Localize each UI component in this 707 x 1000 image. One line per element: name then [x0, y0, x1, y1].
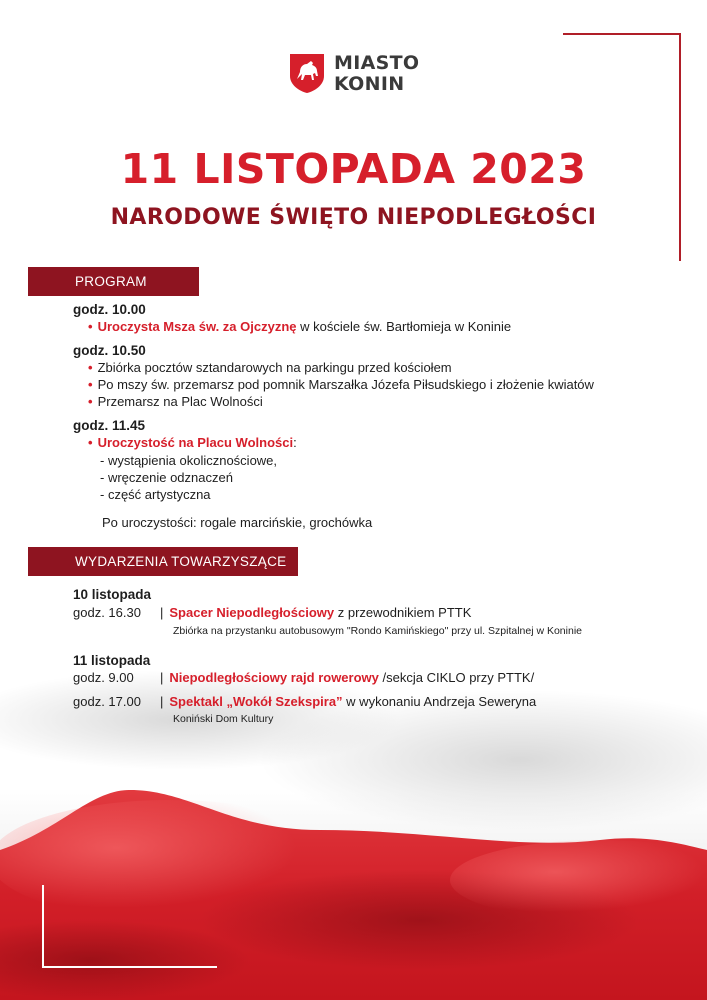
highlight-walk: Spacer Niepodległościowy [169, 605, 335, 620]
event-time: godz. 16.30 [73, 605, 141, 620]
program-item: • Przemarsz na Plac Wolności [88, 394, 263, 409]
event-time: godz. 17.00 [73, 694, 141, 709]
highlight-bike-rally: Niepodległościowy rajd rowerowy [169, 670, 379, 685]
events-heading: WYDARZENIA TOWARZYSZĄCE [28, 547, 298, 576]
logo-text-miasto: MIASTO [334, 52, 420, 74]
event-date: 10 listopada [73, 587, 152, 602]
program-item: • Uroczysta Msza św. za Ojczyznę w kościele św. Bartłomieja w Koninie [88, 319, 512, 334]
city-logo [288, 52, 428, 98]
program-subitem: - wystąpienia okolicznościowe, [100, 453, 278, 468]
page-subtitle: NARODOWE ŚWIĘTO NIEPODLEGŁOŚCI [110, 205, 597, 230]
event-time: godz. 9.00 [73, 670, 134, 685]
program-subitem: - wręczenie odznaczeń [100, 470, 233, 485]
logo-text-konin: KONIN [334, 73, 405, 95]
program-heading: PROGRAM [28, 267, 199, 296]
program-note: Po uroczystości: rogale marcińskie, grochówka [102, 515, 373, 530]
event-date: 11 listopada [73, 653, 151, 668]
program-item: • Po mszy św. przemarsz pod pomnik Marszałka Józefa Piłsudskiego i złożenie kwiatów [88, 377, 594, 392]
event-subnote: Koniński Dom Kultury [173, 713, 274, 725]
event-description: | Spacer Niepodległościowy z przewodnikiem PTTK [160, 605, 472, 620]
program-time-1050: godz. 10.50 [73, 343, 146, 358]
program-item: • Uroczystość na Placu Wolności: [88, 435, 297, 450]
event-description: | Niepodległościowy rajd rowerowy /sekcja CIKLO przy PTTK/ [160, 670, 535, 685]
highlight-mass: Uroczysta Msza św. za Ojczyznę [97, 319, 297, 334]
highlight-ceremony: Uroczystość na Placu Wolności [97, 435, 294, 450]
program-subitem: - część artystyczna [100, 487, 211, 502]
horse-shield-icon [288, 52, 326, 94]
program-time-1145: godz. 11.45 [73, 418, 146, 433]
program-time-1000: godz. 10.00 [73, 302, 146, 317]
event-subnote: Zbiórka na przystanku autobusowym "Rondo Kamińskiego" przy ul. Szpitalnej w Koninie [173, 625, 582, 637]
event-description: | Spektakl „Wokół Szekspira” w wykonaniu Andrzeja Seweryna [160, 694, 537, 709]
program-item: • Zbiórka pocztów sztandarowych na parkingu przed kościołem [88, 360, 452, 375]
highlight-spectacle: Spektakl „Wokół Szekspira” [169, 694, 343, 709]
page-title: 11 LISTOPADA 2023 [120, 145, 587, 193]
